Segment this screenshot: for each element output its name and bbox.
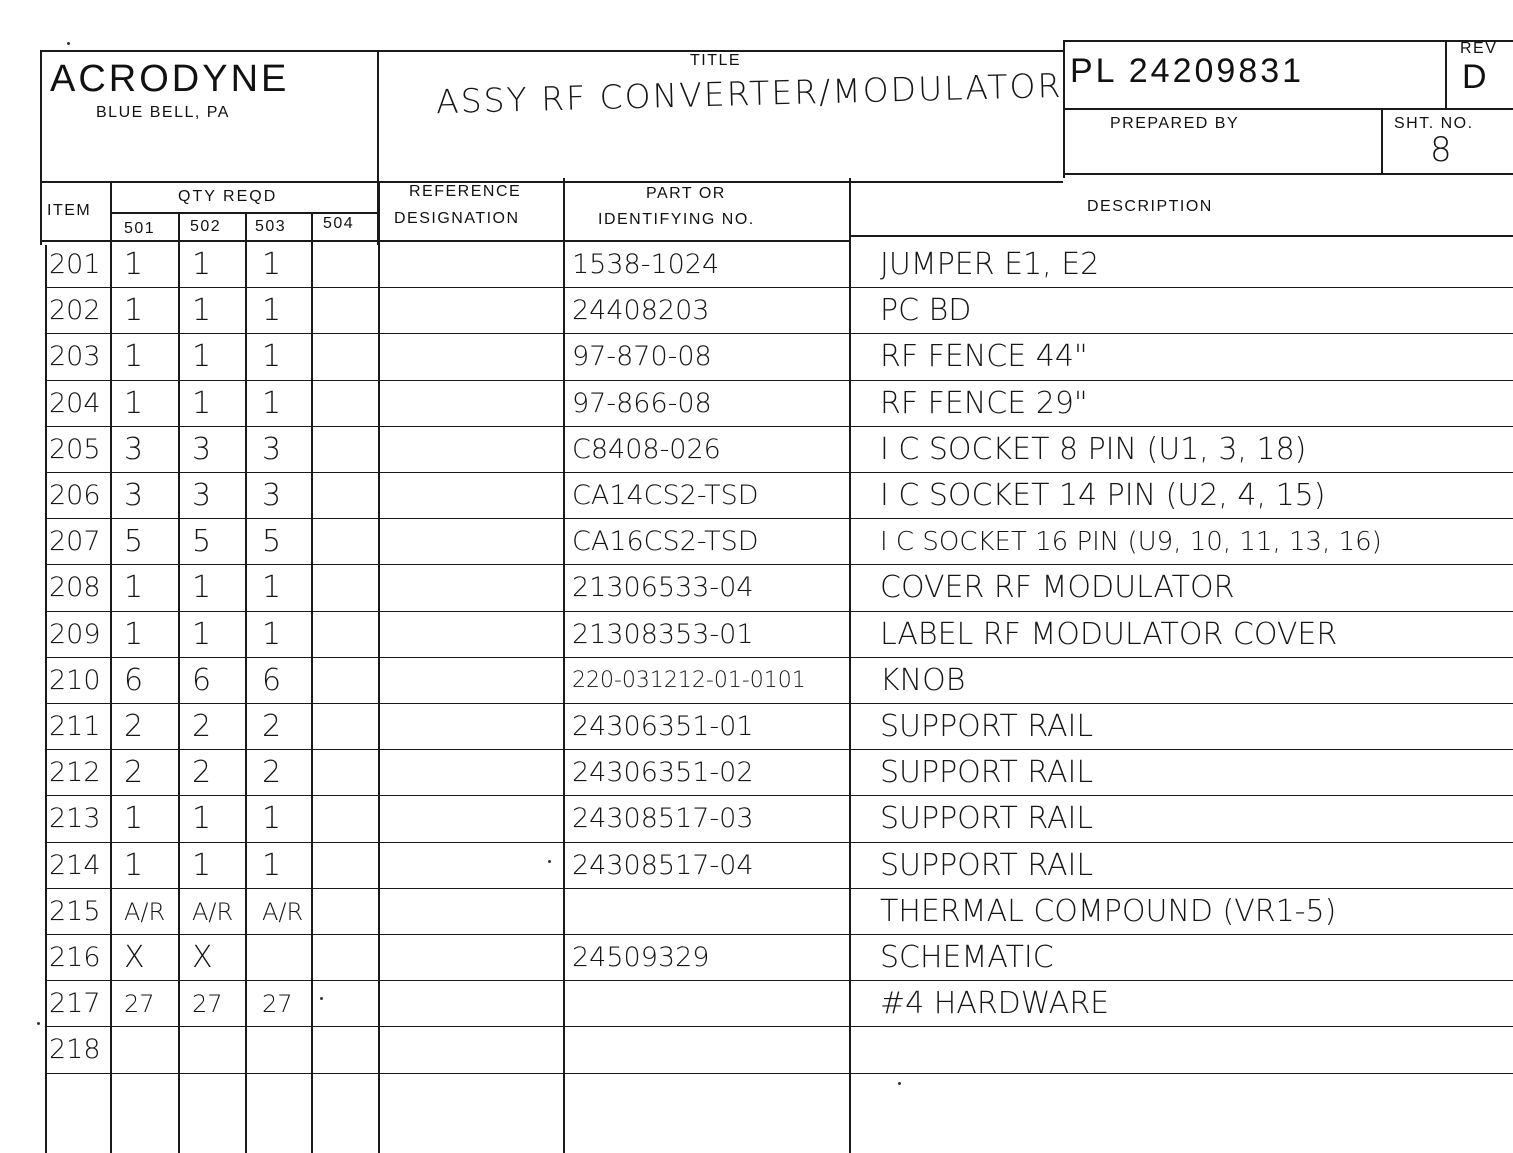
item-number: 209 xyxy=(49,618,101,650)
right-block-bottom xyxy=(1063,173,1513,175)
qty-503: 1 xyxy=(262,339,282,375)
row-divider xyxy=(45,842,1513,843)
part-number: C8408-026 xyxy=(572,433,721,465)
part-number: 97-870-08 xyxy=(572,341,712,373)
description: #4 HARDWARE xyxy=(880,986,1110,1022)
qty-501: 1 xyxy=(124,293,144,329)
qty-503: 3 xyxy=(262,478,282,513)
item-number: 202 xyxy=(49,295,101,327)
qty-503: 1 xyxy=(262,847,282,883)
table-row xyxy=(0,1028,1513,1074)
description: PC BD xyxy=(880,293,972,329)
qty-503: 2 xyxy=(262,755,282,791)
row-divider xyxy=(45,1026,1513,1027)
table-row xyxy=(0,520,1513,566)
table-row xyxy=(0,982,1513,1028)
qty-501: 1 xyxy=(124,616,144,652)
desc-header-bottom xyxy=(850,235,1513,237)
scan-speck xyxy=(320,997,323,1000)
table-row xyxy=(0,428,1513,474)
description: I C SOCKET 16 PIN (U9, 10, 11, 13, 16) xyxy=(880,527,1382,558)
qty-502: 1 xyxy=(192,801,212,837)
part-number: 21306533-04 xyxy=(572,572,754,604)
qty-501: 6 xyxy=(124,662,144,698)
row-divider xyxy=(45,472,1513,473)
item-number: 212 xyxy=(49,757,101,789)
document-number: PL 24209831 xyxy=(1070,52,1305,90)
table-row xyxy=(0,844,1513,890)
part-number: 24509329 xyxy=(572,942,710,973)
qty-501: 2 xyxy=(124,709,144,744)
table-row xyxy=(0,936,1513,982)
qty-subheader-line xyxy=(110,212,378,214)
qty-501: 1 xyxy=(124,801,144,837)
part-number: 1538-1024 xyxy=(572,249,720,280)
qty-502: A/R xyxy=(192,897,234,926)
description: KNOB xyxy=(880,662,966,698)
row-divider xyxy=(45,888,1513,889)
description: RF FENCE 44" xyxy=(880,339,1088,375)
col-header-part-2: IDENTIFYING NO. xyxy=(598,211,755,228)
col-header-part-1: PART OR xyxy=(646,185,726,202)
qty-502: 1 xyxy=(192,616,212,652)
qty-501: 1 xyxy=(124,570,144,606)
qty-503: 1 xyxy=(262,570,282,606)
assembly-title: ASSY RF CONVERTER/MODULATOR xyxy=(435,65,1063,122)
item-number: 214 xyxy=(49,849,101,881)
qty-503: 1 xyxy=(262,385,282,421)
qty-502: 1 xyxy=(192,339,212,375)
col-header-description: DESCRIPTION xyxy=(1087,198,1213,215)
row-divider xyxy=(45,611,1513,612)
qty-503: 5 xyxy=(262,524,282,560)
scan-speck xyxy=(548,860,551,863)
sheet-number-label: SHT. NO. xyxy=(1394,115,1474,132)
table-row xyxy=(0,751,1513,797)
description: I C SOCKET 14 PIN (U2, 4, 15) xyxy=(880,478,1326,513)
scan-speck xyxy=(898,1082,901,1085)
row-divider xyxy=(45,749,1513,750)
part-number: CA16CS2-TSD xyxy=(572,526,759,558)
col-header-504: 504 xyxy=(323,215,355,232)
company-name: ACRODYNE xyxy=(50,58,290,100)
qty-501: 3 xyxy=(124,431,144,467)
qty-503: 1 xyxy=(262,801,282,837)
qty-501: 2 xyxy=(124,755,144,791)
qty-503: 6 xyxy=(262,662,282,698)
part-number: 24308517-03 xyxy=(572,803,754,835)
qty-502: 1 xyxy=(192,385,212,421)
qty-502: 1 xyxy=(192,847,212,883)
table-row xyxy=(0,659,1513,705)
qty-502: 3 xyxy=(192,478,212,513)
table-row xyxy=(0,705,1513,751)
part-number: 24306351-01 xyxy=(572,711,754,742)
qty-501: 3 xyxy=(124,478,144,513)
qty-502: 2 xyxy=(192,709,212,744)
qty-501: 1 xyxy=(124,247,144,282)
row-divider xyxy=(45,333,1513,334)
qty-502: 1 xyxy=(192,570,212,606)
docnum-bottom xyxy=(1063,108,1513,110)
sheet-number: 8 xyxy=(1430,130,1452,170)
col-header-503: 503 xyxy=(255,218,287,235)
description: THERMAL COMPOUND (VR1-5) xyxy=(880,893,1337,929)
qty-502: 1 xyxy=(192,293,212,329)
qty-503: 2 xyxy=(262,709,282,744)
row-divider xyxy=(45,518,1513,519)
table-row xyxy=(0,890,1513,936)
part-number: 24408203 xyxy=(572,295,710,327)
item-number: 210 xyxy=(49,664,101,696)
description: SCHEMATIC xyxy=(880,940,1054,975)
qty-503: 27 xyxy=(262,990,293,1019)
sheet-divider xyxy=(1381,108,1383,173)
qty-501: 1 xyxy=(124,847,144,883)
part-number: CA14CS2-TSD xyxy=(572,480,759,511)
qty-503: A/R xyxy=(262,897,304,926)
description: SUPPORT RAIL xyxy=(880,755,1094,791)
row-divider xyxy=(45,934,1513,935)
scan-speck xyxy=(67,42,70,45)
qty-502: 3 xyxy=(192,431,212,467)
description: I C SOCKET 8 PIN (U1, 3, 18) xyxy=(880,431,1307,467)
item-number: 215 xyxy=(49,895,101,927)
header-bottom-line xyxy=(40,240,850,242)
table-row xyxy=(0,382,1513,428)
qty-503: 1 xyxy=(262,247,282,282)
frame-top-left xyxy=(40,50,1063,52)
table-row xyxy=(0,289,1513,335)
item-number: 205 xyxy=(49,433,101,465)
description: SUPPORT RAIL xyxy=(880,709,1094,744)
qty-503: 1 xyxy=(262,616,282,652)
prepared-by-label: PREPARED BY xyxy=(1110,115,1240,132)
description: SUPPORT RAIL xyxy=(880,847,1094,883)
item-number: 204 xyxy=(49,387,101,419)
rev-value: D xyxy=(1462,58,1487,96)
item-number: 213 xyxy=(49,803,101,835)
rev-label: REV xyxy=(1460,40,1498,57)
col-header-ref-2: DESIGNATION xyxy=(394,210,520,227)
header-top-line xyxy=(40,181,1063,183)
col-header-qty-reqd: QTY REQD xyxy=(178,188,278,205)
col-header-501: 501 xyxy=(124,220,156,237)
qty-501: 1 xyxy=(124,339,144,375)
table-row xyxy=(0,335,1513,381)
qty-501: A/R xyxy=(124,897,166,926)
item-number: 201 xyxy=(49,249,101,280)
qty-502: 27 xyxy=(192,990,223,1019)
qty-503: 1 xyxy=(262,293,282,329)
row-divider xyxy=(45,703,1513,704)
part-number: 24308517-04 xyxy=(572,849,754,881)
qty-501: 27 xyxy=(124,990,155,1019)
qty-502: 2 xyxy=(192,755,212,791)
qty-502: 6 xyxy=(192,662,212,698)
item-number: 208 xyxy=(49,572,101,604)
title-label: TITLE xyxy=(690,52,742,69)
table-row xyxy=(0,243,1513,289)
item-number: 218 xyxy=(49,1034,101,1066)
company-location: BLUE BELL, PA xyxy=(96,104,230,121)
part-number: 21308353-01 xyxy=(572,618,754,650)
item-number: 207 xyxy=(49,526,101,558)
qty-502: 5 xyxy=(192,524,212,560)
qty-502: 1 xyxy=(192,247,212,282)
rev-divider xyxy=(1445,40,1447,108)
description: COVER RF MODULATOR xyxy=(880,570,1235,606)
qty-501: X xyxy=(124,940,145,975)
scan-speck xyxy=(37,1022,40,1025)
item-number: 211 xyxy=(49,711,101,742)
part-number: 220-031212-01-0101 xyxy=(572,667,806,693)
item-number: 203 xyxy=(49,341,101,373)
col-header-ref-1: REFERENCE xyxy=(409,183,522,200)
description: SUPPORT RAIL xyxy=(880,801,1094,837)
row-divider xyxy=(45,1073,1513,1074)
row-divider xyxy=(45,287,1513,288)
description: JUMPER E1, E2 xyxy=(880,247,1100,282)
table-row xyxy=(0,613,1513,659)
qty-503: 3 xyxy=(262,431,282,467)
part-number: 24306351-02 xyxy=(572,757,754,789)
table-row xyxy=(0,566,1513,612)
row-divider xyxy=(45,426,1513,427)
description: RF FENCE 29" xyxy=(880,385,1088,421)
row-divider xyxy=(45,380,1513,381)
table-row xyxy=(0,797,1513,843)
col-header-item: ITEM xyxy=(47,202,92,219)
item-number: 216 xyxy=(49,942,101,973)
qty-502: X xyxy=(192,940,213,975)
row-divider xyxy=(45,980,1513,981)
part-number: 97-866-08 xyxy=(572,387,712,419)
col-header-502: 502 xyxy=(190,218,222,235)
qty-501: 1 xyxy=(124,385,144,421)
table-row xyxy=(0,474,1513,520)
item-number: 206 xyxy=(49,480,101,511)
description: LABEL RF MODULATOR COVER xyxy=(880,616,1338,652)
row-divider xyxy=(45,795,1513,796)
frame-left xyxy=(40,50,42,245)
row-divider xyxy=(45,657,1513,658)
row-divider xyxy=(45,564,1513,565)
qty-501: 5 xyxy=(124,524,144,560)
item-number: 217 xyxy=(49,988,101,1020)
